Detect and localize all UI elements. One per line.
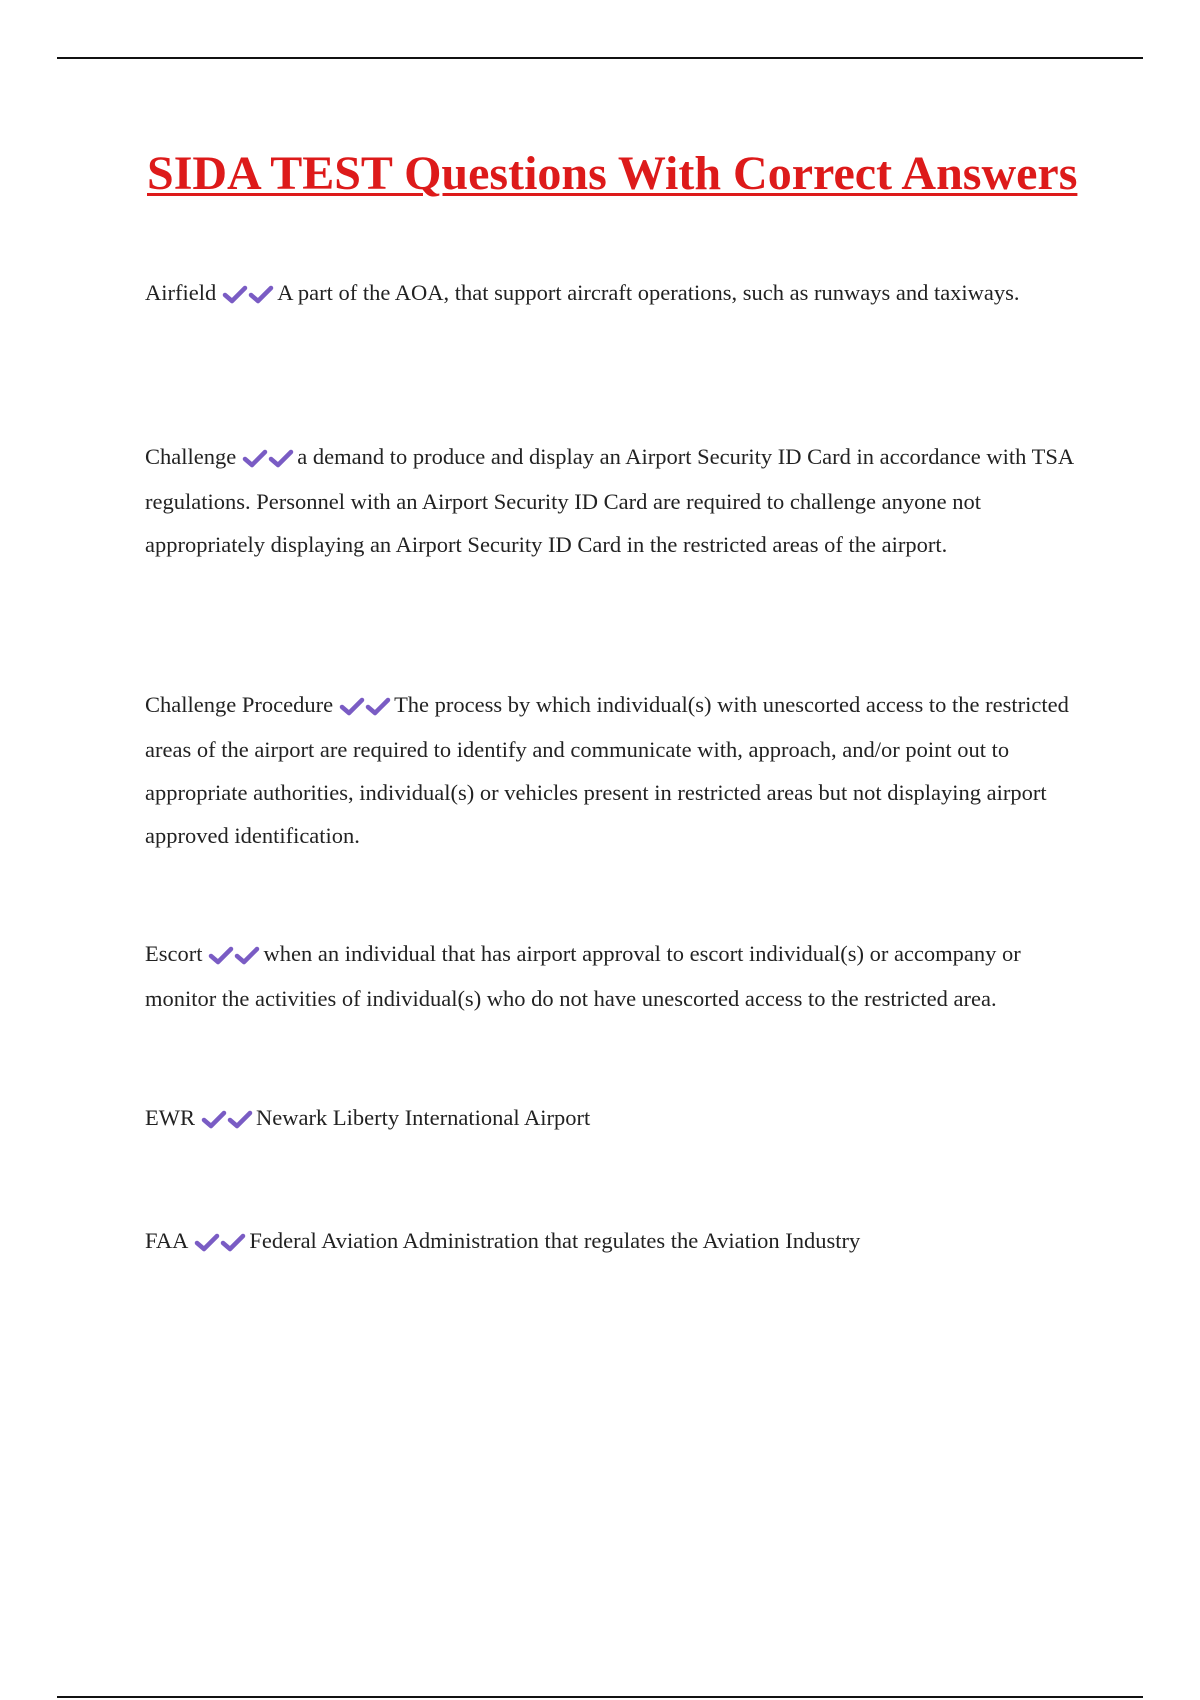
entry-term: FAA — [145, 1228, 189, 1253]
check-icon — [222, 284, 248, 306]
entry-ewr — [145, 1096, 1095, 1141]
entry-challenge — [145, 435, 1095, 566]
check-marks — [194, 1221, 246, 1264]
entry-definition: Newark Liberty International Airport — [256, 1105, 591, 1130]
check-icon — [339, 696, 365, 718]
entry-escort — [145, 932, 1095, 1020]
entry-term: Escort — [145, 941, 203, 966]
check-marks — [208, 934, 260, 977]
check-icon — [208, 945, 234, 967]
page-title: SIDA TEST Questions With Correct Answers — [147, 147, 1078, 200]
entry-faa — [145, 1219, 1095, 1264]
check-icon — [268, 448, 294, 470]
check-icon — [194, 1232, 220, 1254]
check-icon — [248, 284, 274, 306]
entry-definition: a demand to produce and display an Airport Security ID Card in accordance with TSA regulations. Personnel with an Airport Security ID Card are required to challenge anyone not appropriately displaying an Airport Security ID Card in the restricted areas of the airport. — [145, 444, 1073, 558]
entry-challenge-procedure — [145, 683, 1095, 857]
entry-term: Challenge Procedure — [145, 692, 334, 717]
check-icon — [227, 1109, 253, 1131]
entry-airfield — [145, 271, 1095, 316]
entry-term: Airfield — [145, 280, 217, 305]
entry-term: EWR — [145, 1105, 195, 1130]
entry-definition: The process by which individual(s) with unescorted access to the restricted areas of the airport are required to identify and communicate with, approach, and/or point out to appropriate authorities, individual(s) or vehicles present in restricted areas but not displaying airport approved identification. — [145, 692, 1069, 849]
entry-term: Challenge — [145, 444, 237, 469]
check-icon — [365, 696, 391, 718]
check-marks — [222, 273, 274, 316]
bottom-rule — [57, 1696, 1143, 1698]
check-icon — [242, 448, 268, 470]
entry-definition: A part of the AOA, that support aircraft operations, such as runways and taxiways. — [277, 280, 1020, 305]
entry-definition: when an individual that has airport approval to escort individual(s) or accompany or monitor the activities of individual(s) who do not have unescorted access to the restricted area. — [145, 941, 1021, 1012]
check-icon — [234, 945, 260, 967]
check-icon — [220, 1232, 246, 1254]
check-marks — [339, 685, 391, 728]
check-marks — [242, 437, 294, 480]
check-icon — [201, 1109, 227, 1131]
check-marks — [201, 1098, 253, 1141]
entry-definition: Federal Aviation Administration that regulates the Aviation Industry — [249, 1228, 861, 1253]
top-rule — [57, 57, 1143, 59]
